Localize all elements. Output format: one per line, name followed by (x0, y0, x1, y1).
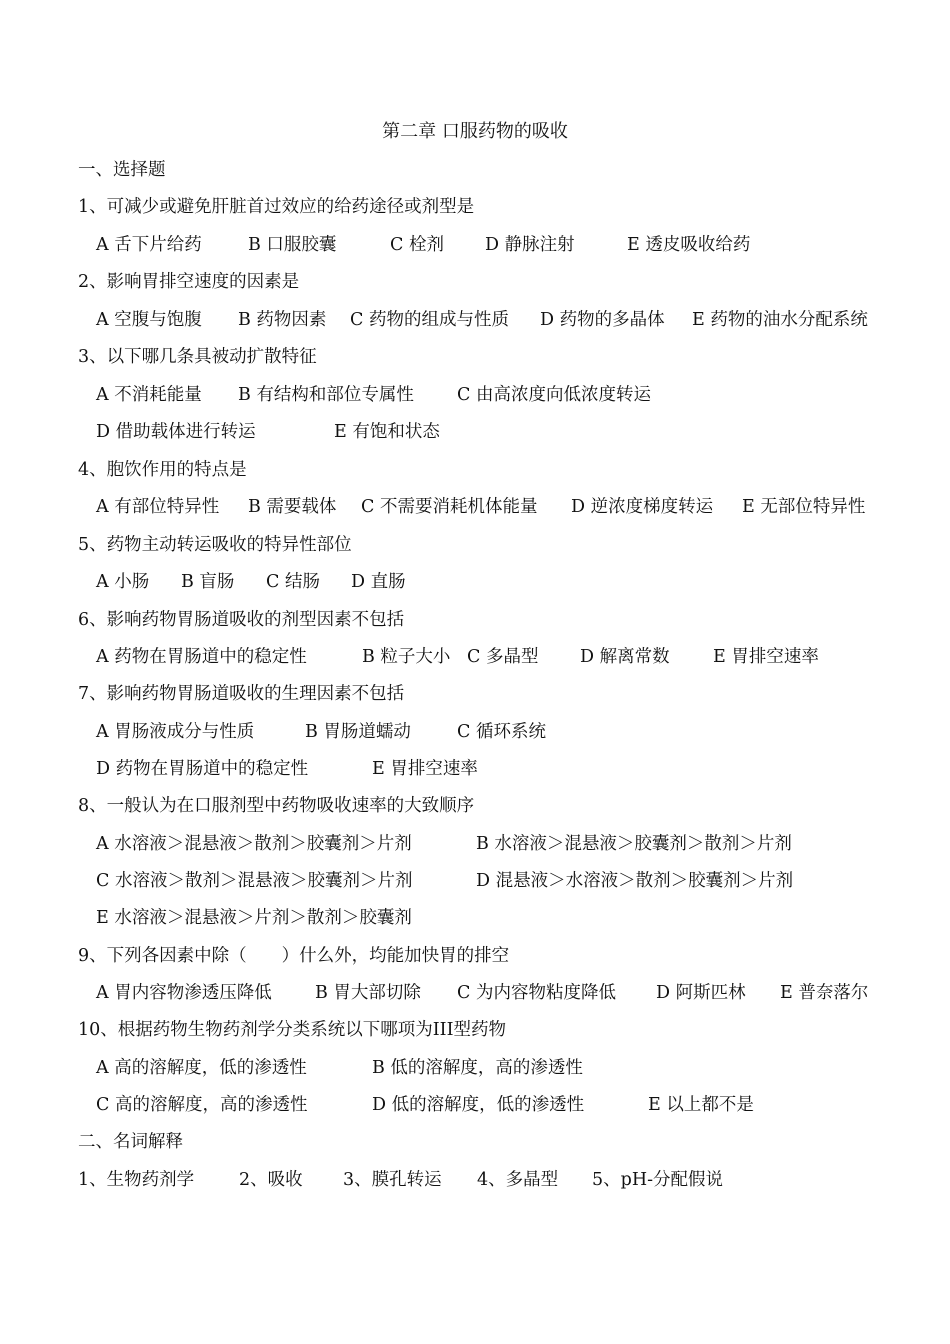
option: B 盲肠 (181, 572, 235, 592)
option: B 药物因素 (238, 310, 327, 330)
question-8: 8、一般认为在口服剂型中药物吸收速率的大致顺序 (78, 796, 475, 816)
option: E 胃排空速率 (713, 647, 819, 667)
option: E 以上都不是 (648, 1095, 754, 1115)
option: B 胃大部切除 (315, 983, 421, 1003)
question-10: 10、根据药物生物药剂学分类系统以下哪项为III型药物 (78, 1020, 507, 1040)
option: E 药物的油水分配系统 (692, 310, 868, 330)
option: A 胃肠液成分与性质 (96, 722, 255, 742)
option: B 有结构和部位专属性 (238, 385, 414, 405)
section-heading-terms: 二、名词解释 (78, 1132, 183, 1152)
option: C 水溶液＞散剂＞混悬液＞胶囊剂＞片剂 (96, 871, 413, 891)
option: E 胃排空速率 (372, 759, 478, 779)
option: A 小肠 (96, 572, 150, 592)
option: A 空腹与饱腹 (96, 310, 202, 330)
term-item: 4、多晶型 (477, 1170, 559, 1190)
option: A 有部位特异性 (96, 497, 220, 517)
option: C 多晶型 (467, 647, 539, 667)
option: D 药物在胃肠道中的稳定性 (96, 759, 309, 779)
option: D 药物的多晶体 (540, 310, 665, 330)
option: C 高的溶解度，高的渗透性 (96, 1095, 308, 1115)
option: B 口服胶囊 (248, 235, 337, 255)
term-item: 2、吸收 (239, 1170, 303, 1190)
chapter-title: 第二章 口服药物的吸收 (382, 121, 568, 142)
option: C 栓剂 (390, 235, 444, 255)
option: A 药物在胃肠道中的稳定性 (96, 647, 307, 667)
option: C 为内容物粘度降低 (457, 983, 616, 1003)
option: C 由高浓度向低浓度转运 (457, 385, 651, 405)
option: D 借助载体进行转运 (96, 422, 256, 442)
question-3: 3、以下哪几条具被动扩散特征 (78, 347, 317, 367)
option: B 需要载体 (248, 497, 337, 517)
option: A 高的溶解度，低的渗透性 (96, 1058, 307, 1078)
option: A 舌下片给药 (96, 235, 202, 255)
option: C 循环系统 (457, 722, 546, 742)
option: A 不消耗能量 (96, 385, 202, 405)
term-item: 3、膜孔转运 (343, 1170, 442, 1190)
question-5: 5、药物主动转运吸收的特异性部位 (78, 535, 352, 555)
option: E 有饱和状态 (334, 422, 440, 442)
question-2: 2、影响胃排空速度的因素是 (78, 272, 300, 292)
question-4: 4、胞饮作用的特点是 (78, 460, 247, 480)
option: E 无部位特异性 (742, 497, 866, 517)
option: E 普奈落尔 (780, 983, 869, 1003)
option: A 胃内容物渗透压降低 (96, 983, 272, 1003)
option: D 混悬液＞水溶液＞散剂＞胶囊剂＞片剂 (476, 871, 794, 891)
question-6: 6、影响药物胃肠道吸收的剂型因素不包括 (78, 610, 405, 630)
term-item: 5、pH-分配假说 (592, 1170, 724, 1190)
question-1: 1、可减少或避免肝脏首过效应的给药途径或剂型是 (78, 197, 475, 217)
option: D 静脉注射 (485, 235, 575, 255)
option: B 水溶液＞混悬液＞胶囊剂＞散剂＞片剂 (476, 834, 792, 854)
option: E 水溶液＞混悬液＞片剂＞散剂＞胶囊剂 (96, 908, 412, 928)
option: D 解离常数 (580, 647, 670, 667)
question-7: 7、影响药物胃肠道吸收的生理因素不包括 (78, 684, 405, 704)
section-heading-choice: 一、选择题 (78, 160, 166, 180)
option: A 水溶液＞混悬液＞散剂＞胶囊剂＞片剂 (96, 834, 412, 854)
option: D 直肠 (351, 572, 406, 592)
option: B 低的溶解度，高的渗透性 (372, 1058, 583, 1078)
option: B 胃肠道蠕动 (305, 722, 411, 742)
term-item: 1、生物药剂学 (78, 1170, 195, 1190)
option: C 不需要消耗机体能量 (361, 497, 538, 517)
option: C 结肠 (266, 572, 320, 592)
option: E 透皮吸收给药 (627, 235, 751, 255)
option: C 药物的组成与性质 (350, 310, 509, 330)
option: D 逆浓度梯度转运 (571, 497, 714, 517)
option: B 粒子大小 (362, 647, 451, 667)
question-9: 9、下列各因素中除（ ）什么外，均能加快胃的排空 (78, 946, 510, 966)
option: D 阿斯匹林 (656, 983, 746, 1003)
option: D 低的溶解度，低的渗透性 (372, 1095, 585, 1115)
